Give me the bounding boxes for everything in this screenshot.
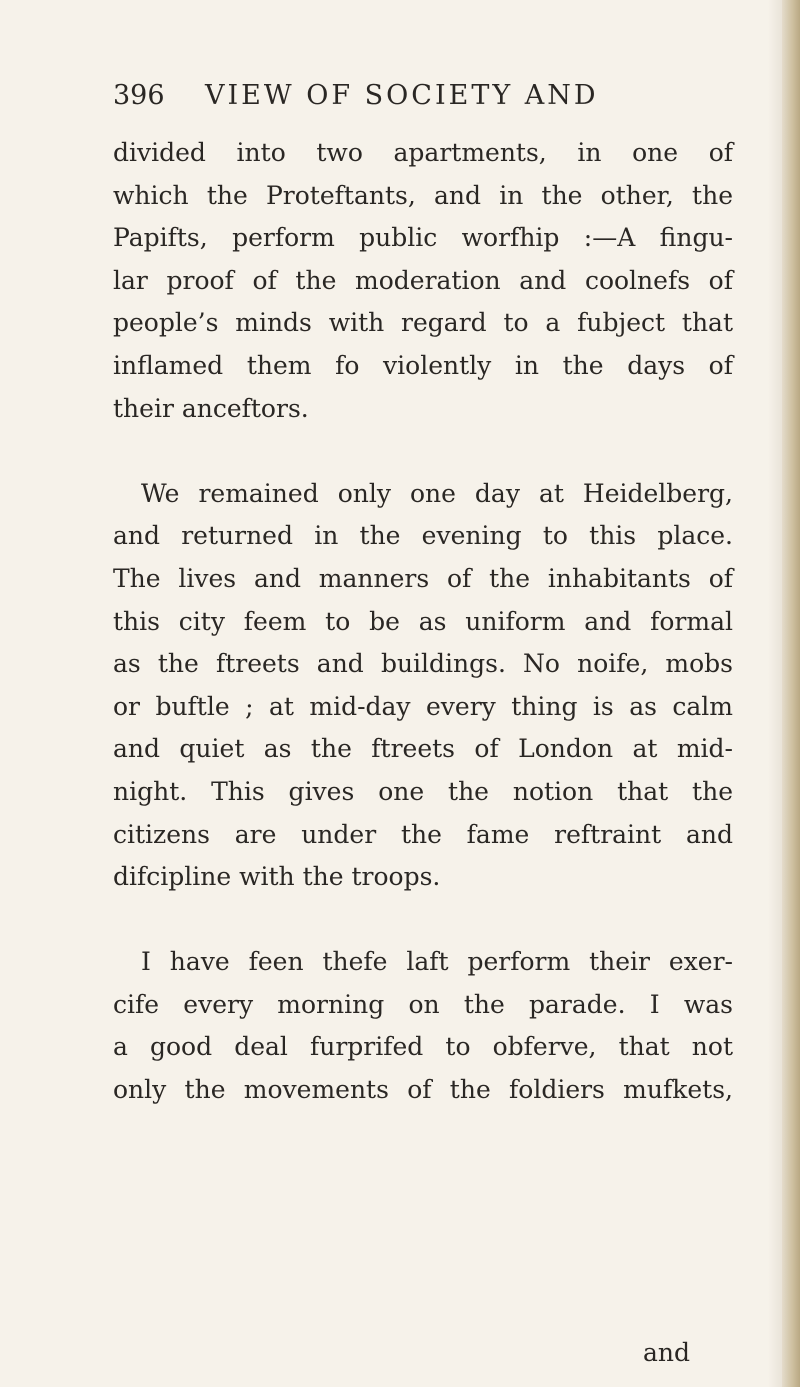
text-line: only the movements of the foldiers mufkets, [113, 1075, 733, 1105]
text-line: We remained only one day at Heidelberg, [141, 478, 733, 508]
paragraph-gap [113, 430, 733, 473]
text-line: and returned in the evening to this place. [113, 521, 733, 551]
page-edge [782, 0, 800, 1387]
text-line: or buftle ; at mid-day every thing is as calm [113, 691, 733, 721]
text-line: divided into two apartments, in one of [113, 138, 733, 167]
running-head [113, 74, 673, 118]
text-line: which the Proteftants, and in the other, the [113, 180, 733, 210]
text-line: I have feen thefe laft perform their exer- [141, 947, 733, 977]
text-line: and quiet as the ftreets of London at mid- [113, 734, 733, 764]
paragraph-gap [113, 899, 733, 942]
text-line: night. This gives one the notion that the [113, 776, 733, 806]
page-number: 396 [113, 80, 165, 111]
text-line: a good deal furprifed to obferve, that not [113, 1032, 733, 1062]
text-line: cife every morning on the parade. I was [113, 989, 733, 1019]
text-line: The lives and manners of the inhabitants of [113, 563, 733, 593]
catchword: and [643, 1338, 691, 1367]
running-title: VIEW OF SOCIETY AND [205, 80, 599, 111]
text-line: their anceftors. [113, 393, 309, 423]
text-line: citizens are under the fame reftraint and [113, 819, 733, 849]
body-text [113, 132, 733, 1112]
text-line: lar proof of the moderation and coolnefs of [113, 265, 733, 295]
text-line: inflamed them fo violently in the days of [113, 350, 733, 380]
text-line: difcipline with the troops. [113, 862, 441, 892]
text-line: Papifts, perform public worfhip :—A fingu- [113, 223, 733, 253]
text-line: people’s minds with regard to a fubject that [113, 308, 733, 338]
text-line: this city feem to be as uniform and formal [113, 606, 733, 636]
text-line: as the ftreets and buildings. No noife, mobs [113, 649, 733, 679]
